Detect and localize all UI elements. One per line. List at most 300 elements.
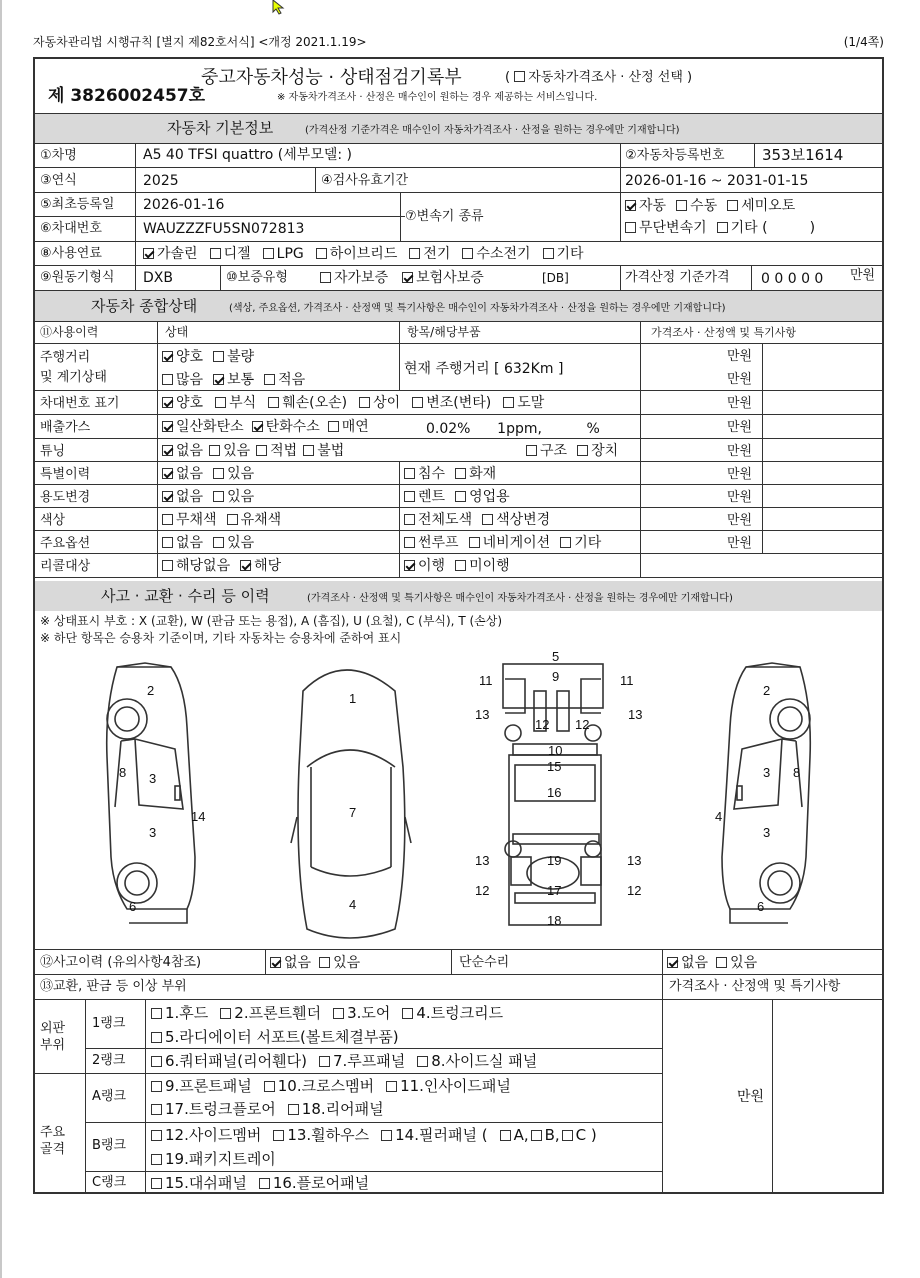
checkbox[interactable] (288, 1104, 299, 1115)
option-label: 14.필러패널 ( (395, 1126, 488, 1144)
checkbox[interactable] (577, 445, 588, 456)
checked-checkbox[interactable] (404, 560, 415, 571)
option-label: 있음 (223, 443, 251, 459)
part-option (151, 1102, 276, 1117)
basic-info-heading: 자동차 기본정보 (167, 119, 274, 137)
option-0 (162, 350, 203, 364)
inspection-period-value: 2026-01-16 ~ 2031-01-15 (625, 173, 809, 189)
checkbox[interactable] (256, 445, 267, 456)
option-0 (162, 420, 244, 434)
part-number-label: 12 (627, 883, 642, 898)
price-option-checkbox[interactable] (514, 71, 525, 82)
part-option (273, 1128, 369, 1143)
option-0 (162, 513, 217, 527)
part-number-label: 5 (552, 649, 560, 664)
checkbox[interactable] (386, 1081, 397, 1092)
option-0 (404, 559, 445, 573)
option-1 (213, 490, 254, 504)
option-label: 있음 (333, 955, 361, 971)
base-price-unit: 만원 (850, 268, 876, 283)
checkbox[interactable] (264, 374, 275, 385)
checkbox[interactable] (220, 1008, 231, 1019)
checkbox[interactable] (319, 1056, 330, 1067)
option-label: 장치 (591, 443, 619, 459)
status-note: (색상, 주요옵션, 가격조사 · 산정액 및 특기사항은 매수인이 자동차가격조사 · 산정을 원하는 경우에만 기재합니다) (229, 303, 726, 314)
col-state: 상태 (165, 325, 189, 339)
checkbox[interactable] (531, 1130, 542, 1141)
option-label: 있음 (730, 955, 758, 971)
checkbox[interactable] (303, 445, 314, 456)
checkbox[interactable] (316, 248, 327, 259)
checkbox[interactable] (263, 248, 274, 259)
checkbox[interactable] (320, 272, 331, 283)
checkbox[interactable] (455, 491, 466, 502)
part-number-label: 9 (552, 669, 560, 684)
checkbox[interactable] (209, 445, 220, 456)
part-option (220, 1006, 321, 1021)
part-option (386, 1079, 511, 1094)
checked-checkbox[interactable] (213, 374, 224, 385)
option-label: 없음 (176, 535, 204, 551)
checkbox[interactable] (162, 514, 173, 525)
part-number-label: 3 (149, 825, 157, 840)
checkbox[interactable] (213, 537, 224, 548)
color-items (404, 513, 560, 527)
price-unit-mileage-2: 만원 (727, 372, 753, 387)
option-label: 해당 (254, 558, 282, 574)
option-label: 자가보증 (334, 270, 389, 286)
checkbox[interactable] (526, 445, 537, 456)
option-label: 10.크로스멤버 (277, 1077, 375, 1095)
checkbox[interactable] (404, 537, 415, 548)
checked-checkbox[interactable] (162, 397, 173, 408)
part-number-label: 19 (547, 853, 562, 868)
checkbox[interactable] (404, 514, 415, 525)
col-item: 항목/해당부품 (407, 325, 481, 339)
part-option (151, 1079, 252, 1094)
price-unit-mileage-1: 만원 (727, 349, 753, 364)
checkbox[interactable] (409, 248, 420, 259)
option-label: 도말 (517, 395, 545, 411)
usage-change-label: 용도변경 (40, 490, 91, 505)
model-year-label: ③연식 (40, 173, 77, 188)
recall-state (162, 559, 291, 573)
page-edge (0, 0, 2, 1278)
fuel-options (143, 247, 596, 261)
checkbox[interactable] (543, 248, 554, 259)
option-label: 없음 (176, 466, 204, 482)
vin-label: ⑥차대번호 (40, 221, 102, 236)
rankB-items-row1 (151, 1128, 599, 1143)
checkbox[interactable] (359, 397, 370, 408)
transmission-option (810, 221, 815, 235)
part-number-label: 2 (763, 683, 771, 698)
option-label: 세미오토 (741, 198, 796, 214)
emission-state (162, 420, 377, 434)
checkbox[interactable] (151, 1032, 162, 1043)
rankA-label: A랭크 (92, 1089, 127, 1104)
option-label: 전기 (423, 246, 451, 262)
checked-checkbox[interactable] (162, 491, 173, 502)
part-number-label: 15 (547, 759, 562, 774)
option-3 (359, 396, 400, 410)
option-1 (213, 467, 254, 481)
part-number-label: 13 (628, 707, 643, 722)
option-label: 불법 (317, 443, 345, 459)
option-0 (162, 373, 203, 387)
checked-checkbox[interactable] (270, 957, 281, 968)
option-label: 적음 (278, 372, 306, 388)
checkbox[interactable] (404, 468, 415, 479)
vin-value: WAUZZZFU5SN072813 (143, 221, 305, 237)
options-state (162, 536, 264, 550)
checkbox[interactable] (412, 397, 423, 408)
checkbox[interactable] (381, 1130, 392, 1141)
model-year-value: 2025 (143, 173, 179, 189)
checkbox[interactable] (402, 1008, 413, 1019)
checked-checkbox[interactable] (143, 248, 154, 259)
rank1-items-row2 (151, 1030, 411, 1045)
part-number-label: 11 (479, 673, 493, 688)
option-label: 하이브리드 (329, 246, 398, 262)
checkbox[interactable] (727, 200, 738, 211)
first-registration-value: 2026-01-16 (143, 197, 225, 213)
checkbox[interactable] (625, 222, 636, 233)
special-history-items (404, 467, 506, 481)
status-heading: 자동차 종합상태 (91, 297, 198, 315)
recall-items (404, 559, 520, 573)
option-5 (462, 247, 530, 261)
checkbox[interactable] (500, 1130, 511, 1141)
option-1 (455, 467, 496, 481)
option-0 (162, 444, 203, 458)
checkbox[interactable] (264, 1081, 275, 1092)
first-registration-label: ⑤최초등록일 (40, 197, 115, 212)
option-label: 없음 (176, 443, 204, 459)
checkbox[interactable] (213, 491, 224, 502)
option-0 (667, 956, 708, 970)
checked-checkbox[interactable] (402, 272, 413, 283)
option-label: 수소전기 (476, 246, 531, 262)
inspection-form (33, 57, 884, 1194)
option-0 (404, 490, 445, 504)
option-label: 상이 (373, 395, 401, 411)
checkbox[interactable] (215, 397, 226, 408)
checkbox[interactable] (227, 514, 238, 525)
option-label: 기타 ( (730, 220, 768, 236)
part-number-label: 2 (147, 683, 155, 698)
checkbox[interactable] (717, 222, 728, 233)
option-1 (240, 559, 281, 573)
special-history-state (162, 467, 264, 481)
option-label: 많음 (176, 372, 204, 388)
option-label: 기타 (556, 246, 584, 262)
option-label: 색상변경 (496, 512, 551, 528)
option-0 (162, 536, 203, 550)
col-price: 가격조사 · 산정액 및 특기사항 (651, 326, 796, 339)
transmission-option (717, 221, 768, 235)
part-option (151, 1152, 276, 1167)
option-label: 디젤 (223, 246, 251, 262)
option-1 (210, 247, 251, 261)
usage-change-state (162, 490, 264, 504)
part-option (264, 1079, 374, 1094)
option-label: 일산화탄소 (176, 419, 244, 435)
rankB-label: B랭크 (92, 1138, 127, 1153)
checkbox[interactable] (716, 957, 727, 968)
checkbox[interactable] (151, 1056, 162, 1067)
option-label: 6.쿼터패널(리어휀다) (165, 1052, 307, 1070)
option-1 (455, 490, 510, 504)
checked-checkbox[interactable] (162, 421, 173, 432)
option-1 (577, 444, 618, 458)
checkbox[interactable] (210, 248, 221, 259)
part-number-label: 13 (627, 853, 642, 868)
part-number-label: 3 (149, 771, 157, 786)
option-label: C ) (575, 1126, 597, 1144)
option-label: 8.사이드실 패널 (431, 1052, 538, 1070)
checkbox[interactable] (162, 537, 173, 548)
exchange-price-unit: 만원 (737, 1089, 765, 1105)
option-4 (409, 247, 450, 261)
recall-label: 리콜대상 (40, 559, 91, 574)
part-number-label: 12 (535, 717, 550, 732)
checked-checkbox[interactable] (667, 957, 678, 968)
part-option (288, 1102, 384, 1117)
usage-change-items (404, 490, 520, 504)
option-label: 가솔린 (157, 246, 198, 262)
option-label: 변조(변타) (426, 395, 492, 411)
accident-heading: 사고 · 교환 · 수리 등 이력 (101, 587, 270, 605)
option-label: 네비게이션 (482, 535, 551, 551)
exchange-price-col: 가격조사 · 산정액 및 특기사항 (669, 979, 841, 994)
part-number-label: 11 (620, 673, 634, 688)
rankA-items-row2 (151, 1102, 396, 1117)
checkbox[interactable] (462, 248, 473, 259)
option-1 (213, 373, 254, 387)
checkbox[interactable] (469, 537, 480, 548)
transmission-option (727, 199, 795, 213)
part-number-label: 18 (547, 913, 562, 928)
checkbox[interactable] (503, 397, 514, 408)
option-2 (328, 420, 369, 434)
checked-checkbox[interactable] (240, 560, 251, 571)
checkbox[interactable] (151, 1008, 162, 1019)
part-number-label: 4 (715, 809, 723, 824)
special-history-label: 특별이력 (40, 467, 91, 482)
checkbox[interactable] (676, 200, 687, 211)
transmission-options-row2 (625, 221, 825, 235)
color-label: 색상 (40, 513, 66, 528)
transmission-option (625, 221, 707, 235)
option-label: 자동 (639, 198, 667, 214)
tuning-label: 튜닝 (40, 444, 66, 459)
options-items (404, 536, 611, 550)
option-label: A, (513, 1126, 529, 1144)
checkbox[interactable] (455, 468, 466, 479)
option-2 (268, 396, 347, 410)
rank2-items (151, 1054, 549, 1069)
option-label: 5.라디에이터 서포트(볼트체결부품) (165, 1028, 399, 1046)
checked-checkbox[interactable] (162, 351, 173, 362)
vin-plate-label: 차대번호 표기 (40, 396, 120, 411)
checkbox[interactable] (417, 1056, 428, 1067)
checked-checkbox[interactable] (252, 421, 263, 432)
accident-note: (가격조사 · 산정액 및 특기사항은 매수인이 자동차가격조사 · 산정을 원하는 경우에만 기재합니다) (307, 593, 733, 604)
option-label: 이행 (418, 558, 446, 574)
option-0 (526, 444, 567, 458)
option-1 (209, 444, 250, 458)
part-number-label: 3 (763, 825, 771, 840)
option-1 (252, 420, 320, 434)
option-label: 9.프론트패널 (165, 1077, 252, 1095)
price-unit-special: 만원 (727, 467, 753, 482)
color-state (162, 513, 291, 527)
option-label: 유채색 (240, 512, 282, 528)
regulation-reference: 자동차관리법 시행규칙 [별지 제82호서식] <개정 2021.1.19> (33, 35, 367, 49)
checkbox[interactable] (560, 537, 571, 548)
price-option: ( 자동차가격조사 · 산정 선택 ) (505, 70, 693, 85)
checkbox[interactable] (268, 397, 279, 408)
part-option (381, 1128, 487, 1143)
emission-label: 배출가스 (40, 420, 91, 435)
simple-repair-state (667, 956, 765, 970)
rankB-items-row2 (151, 1152, 288, 1167)
option-0 (320, 271, 388, 285)
mouse-cursor-icon (272, 0, 290, 15)
warranty-note: [DB] (542, 271, 569, 285)
checkbox[interactable] (319, 957, 330, 968)
part-option (151, 1054, 307, 1069)
option-label: 7.루프패널 (332, 1052, 406, 1070)
price-unit-usage: 만원 (727, 490, 753, 505)
col-history: ⑪사용이력 (40, 325, 99, 339)
part-option (531, 1128, 560, 1143)
part-option (500, 1128, 529, 1143)
option-0 (404, 513, 472, 527)
option-1 (716, 956, 757, 970)
rankC-label: C랭크 (92, 1175, 127, 1190)
outer-panel-label: 외판 부위 (40, 1021, 66, 1053)
option-label: 보통 (227, 372, 255, 388)
option-1 (455, 559, 510, 573)
checked-checkbox[interactable] (162, 445, 173, 456)
option-label: 무채색 (176, 512, 217, 528)
checkbox[interactable] (625, 200, 636, 211)
option-label: 화재 (469, 466, 497, 482)
option-label: 1.후드 (165, 1004, 209, 1022)
option-label: 있음 (227, 489, 255, 505)
accident-history-label: ⑫사고이력 (유의사항4참조) (40, 955, 202, 970)
option-label: 부식 (229, 395, 257, 411)
price-option-note: ※ 자동차가격조사 · 산정은 매수인이 원하는 경우 제공하는 서비스입니다. (277, 92, 598, 103)
option-label: 양호 (176, 395, 204, 411)
checked-checkbox[interactable] (162, 468, 173, 479)
checkbox[interactable] (213, 468, 224, 479)
checkbox[interactable] (404, 491, 415, 502)
part-option (417, 1054, 537, 1069)
part-number-label: 4 (349, 897, 357, 912)
part-number-label: 10 (548, 743, 563, 758)
part-number-label: 13 (475, 853, 490, 868)
checkbox[interactable] (213, 351, 224, 362)
option-label: 보험사보증 (416, 270, 484, 286)
option-4 (412, 396, 491, 410)
option-1 (213, 350, 254, 364)
option-5 (503, 396, 544, 410)
part-number-label: 12 (475, 883, 490, 898)
option-label: 2.프론트휀더 (234, 1004, 322, 1022)
checkbox[interactable] (151, 1081, 162, 1092)
rank2-label: 2랭크 (92, 1053, 126, 1068)
status-symbols: ※ 상태표시 부호 : X (교환), W (판금 또는 용접), A (흠집), U (요철), C (부식), T (손상) (40, 614, 503, 628)
checkbox[interactable] (333, 1008, 344, 1019)
price-unit-tuning: 만원 (727, 444, 753, 459)
right-side-view (722, 663, 810, 923)
passenger-car-note: ※ 하단 항목은 승용차 기준이며, 기타 자동차는 승용차에 준하여 표시 (40, 631, 402, 645)
form-title: 중고자동차성능 · 상태점검기록부 (201, 67, 462, 88)
part-option (259, 1176, 369, 1191)
transmission-option (625, 199, 666, 213)
checkbox[interactable] (151, 1154, 162, 1165)
checkbox[interactable] (455, 560, 466, 571)
option-label: 기타 (574, 535, 602, 551)
part-number-label: 17 (547, 883, 562, 898)
checkbox[interactable] (482, 514, 493, 525)
mileage-label-2: 및 계기상태 (40, 370, 107, 385)
vehicle-diagram (35, 647, 882, 949)
part-number-label: 12 (575, 717, 590, 732)
option-3 (303, 444, 344, 458)
option-2 (264, 373, 305, 387)
checkbox[interactable] (259, 1178, 270, 1189)
option-label: 없음 (284, 955, 312, 971)
transmission-options-row1 (625, 199, 805, 213)
checkbox[interactable] (328, 421, 339, 432)
option-label: 매연 (341, 419, 369, 435)
part-number-label: 3 (763, 765, 771, 780)
price-unit-options: 만원 (727, 536, 753, 551)
part-option (151, 1176, 247, 1191)
option-label: 19.패키지트레이 (165, 1150, 276, 1168)
checkbox[interactable] (162, 560, 173, 571)
part-number-label: 6 (129, 899, 137, 914)
option-label: 16.플로어패널 (272, 1174, 370, 1192)
vin-plate-state (162, 396, 556, 410)
option-1 (215, 396, 256, 410)
part-option (151, 1030, 399, 1045)
option-label: 전체도색 (418, 512, 473, 528)
options-label: 주요옵션 (40, 536, 91, 551)
option-label: 11.인사이드패널 (400, 1077, 511, 1095)
option-1 (402, 271, 484, 285)
checkbox[interactable] (562, 1130, 573, 1141)
checkbox[interactable] (151, 1104, 162, 1115)
option-label: 없음 (681, 955, 709, 971)
option-label: 4.트렁크리드 (416, 1004, 504, 1022)
checkbox[interactable] (151, 1178, 162, 1189)
option-0 (270, 956, 311, 970)
emission-values: 0.02% 1ppm, % (426, 421, 600, 437)
checkbox[interactable] (273, 1130, 284, 1141)
checkbox[interactable] (151, 1130, 162, 1141)
option-0 (162, 467, 203, 481)
price-unit-emission: 만원 (727, 420, 753, 435)
car-name-label: ①차명 (40, 148, 77, 163)
mileage-state-row2 (162, 373, 315, 387)
checkbox[interactable] (162, 374, 173, 385)
rankC-items (151, 1176, 381, 1191)
